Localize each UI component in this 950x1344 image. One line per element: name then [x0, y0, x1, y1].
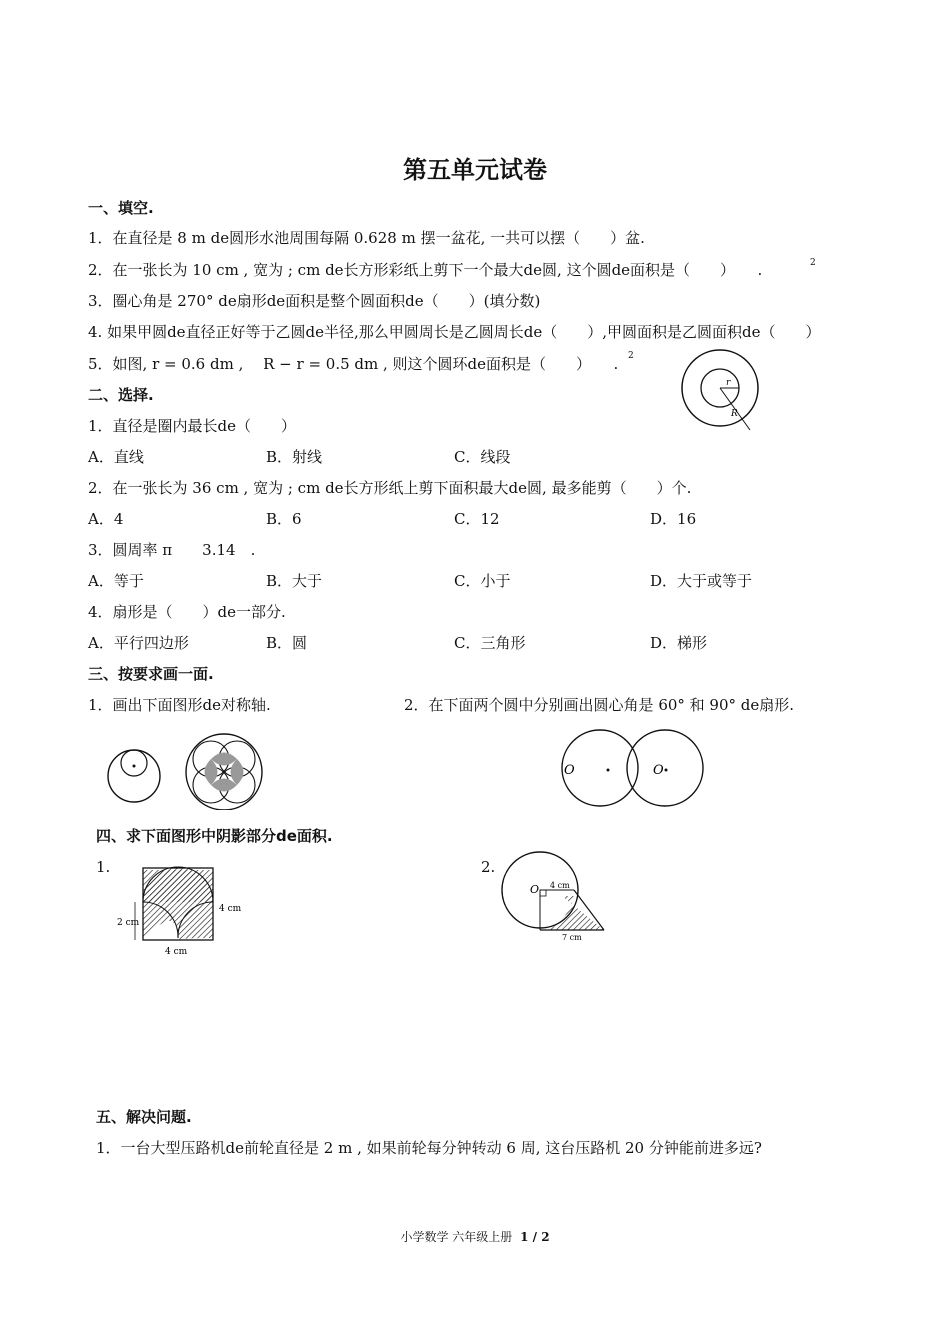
symmetry-figures [100, 730, 280, 810]
shade-question-2-number: 2. [481, 858, 496, 876]
section-shade-heading: 四、求下面图形中阴影部分de面积. [96, 827, 333, 845]
section-fill-heading: 一、填空. [88, 199, 154, 217]
circle-1-center-label: O [564, 763, 575, 778]
fill-question-3: 3．圈心角是 270° de扇形de面积是整个圆面积de（ ）(填分数) [88, 292, 541, 310]
fig2-radius-label: 4 cm [550, 881, 570, 890]
section-choice-heading: 二、选择. [88, 386, 154, 404]
fig2-center-label: O [530, 883, 540, 896]
section-draw-heading: 三、按要求画一面. [88, 665, 214, 683]
choice-2-option-c: C．12 [454, 510, 500, 528]
choice-3-option-d: D．大于或等于 [650, 572, 753, 590]
draw-question-1: 1．画出下面图形de对称轴. [88, 696, 271, 714]
choice-1-option-a: A．直线 [88, 448, 144, 466]
choice-question-4: 4．扇形是（ ）de一部分. [88, 603, 286, 621]
footer-text: 小学数学 六年级上册 [400, 1230, 513, 1244]
circle-2-center-label: O [653, 763, 664, 778]
choice-3-option-a: A．等于 [88, 572, 144, 590]
choice-2-option-b: B．6 [266, 510, 302, 528]
four-petal-figure [186, 734, 262, 810]
page-number: 1 / 2 [520, 1230, 550, 1244]
shaded-square-figure [115, 862, 255, 960]
fill-question-2: 2．在一张长为 10 cm , 宽为 ; cm de长方形彩纸上剪下一个最大de圆, 这个圆de面积是（ ） . [88, 261, 763, 279]
sector-drawing-circles [560, 728, 710, 812]
draw-question-2: 2．在下面两个圆中分别画出圆心角是 60° 和 90° de扇形. [404, 696, 795, 714]
choice-3-option-c: C．小于 [454, 572, 511, 590]
solve-question-1: 1．一台大型压路机de前轮直径是 2 m , 如果前轮每分钟转动 6 周, 这台压路机 20 分钟能前进多远? [96, 1139, 762, 1157]
fig1-left-label: 2 cm [117, 918, 140, 928]
choice-3-option-b: B．大于 [266, 572, 323, 590]
fig1-bottom-label: 4 cm [165, 947, 188, 957]
choice-4-option-d: D．梯形 [650, 634, 708, 652]
ring-figure [676, 344, 766, 434]
choice-question-1: 1．直径是圈内最长de（ ） [88, 417, 297, 435]
fill-question-2-superscript: 2 [810, 258, 816, 268]
choice-question-3: 3．圆周率 π 3.14 . [88, 541, 256, 559]
shade-question-1-number: 1. [96, 858, 111, 876]
choice-question-2: 2．在一张长为 36 cm , 宽为 ; cm de长方形纸上剪下面积最大de圆, 最多能剪（ ）个. [88, 479, 692, 497]
fig2-bottom-label: 7 cm [562, 933, 582, 942]
section-solve-heading: 五、解决问题. [96, 1108, 192, 1126]
choice-1-option-c: C．线段 [454, 448, 511, 466]
choice-2-option-d: D．16 [650, 510, 697, 528]
fill-question-1: 1．在直径是 8 m de圆形水池周围每隔 0.628 m 摆一盆花, 一共可以摆（ ）盆. [88, 229, 645, 247]
choice-1-option-b: B．射线 [266, 448, 323, 466]
fig1-side-label: 4 cm [219, 904, 242, 914]
two-circles-figure [108, 750, 160, 802]
shaded-circle-triangle-figure [500, 850, 620, 945]
fill-question-5-superscript: 2 [628, 351, 634, 361]
fill-question-4: 4. 如果甲圆de直径正好等于乙圆de半径,那么甲圆周长是乙圆周长de（ ）,甲圆面积是乙圆面积de（ ） [88, 323, 821, 341]
choice-4-option-a: A．平行四边形 [88, 634, 189, 652]
page-title: 第五单元试卷 [403, 156, 547, 184]
label-R: R [731, 409, 738, 419]
page-footer [0, 1228, 950, 1245]
label-r: r [726, 378, 731, 388]
choice-2-option-a: A．4 [88, 510, 124, 528]
choice-4-option-c: C．三角形 [454, 634, 526, 652]
choice-4-option-b: B．圆 [266, 634, 308, 652]
fill-question-5: 5．如图, r = 0.6 dm , R − r = 0.5 dm , 则这个圆环de面积是（ ） . [88, 355, 619, 373]
